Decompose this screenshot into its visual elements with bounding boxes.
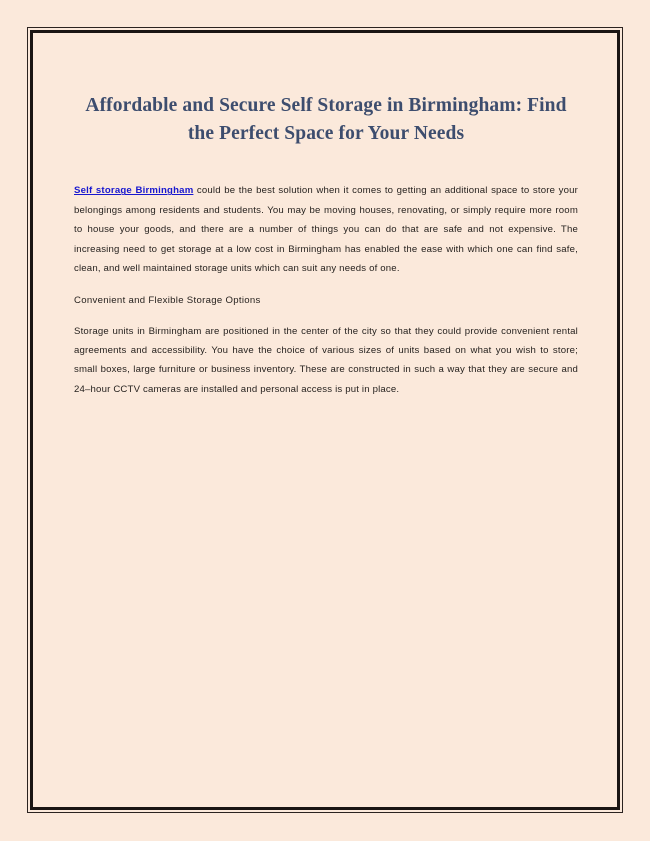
paragraph-one <box>74 181 578 278</box>
paragraph-two: Storage units in Birmingham are positioned in the center of the city so that they could provide convenient rental agreements and accessibility. You have the choice of various sizes of units based on what you wish to store; small boxes, large furniture or business inventory. These are constructed in such a way that they are secure and 24–hour CCTV cameras are installed and personal access is put in place. <box>74 325 578 395</box>
document-content <box>74 92 578 410</box>
sub-heading-convenient-flexible-storage: Convenient and Flexible Storage Options <box>74 295 261 307</box>
self-storage-birmingham-link[interactable]: Self storage Birmingham <box>74 185 194 197</box>
page-title: Affordable and Secure Self Storage in Birmingham: Find the Perfect Space for Your Needs <box>85 95 567 144</box>
paragraph-one-text: could be the best solution when it comes to getting an additional space to store your belongings among residents and students. You may be moving houses, renovating, or simply require more room to house your goods, and there are a number of things you can do that are safe and not expensive. The increasing need to get storage at a low cost in Birmingham has enabled the ease with which one can find safe, clean, and well maintained storage units which can suit any needs of one. <box>74 185 578 274</box>
